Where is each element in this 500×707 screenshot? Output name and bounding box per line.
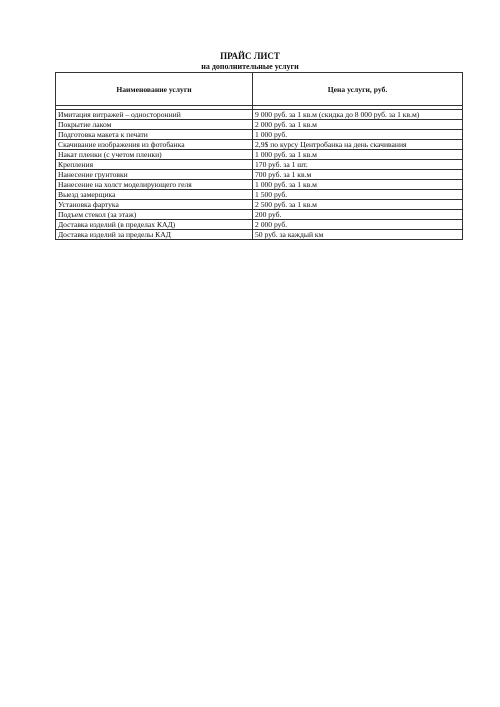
service-price-cell: 9 000 руб. за 1 кв.м (скидка до 8 000 руб. за 1 кв.м) xyxy=(253,110,463,120)
service-price-cell: 1 000 руб. за 1 кв.м xyxy=(253,180,463,190)
service-name-cell: Установка фартука xyxy=(56,200,253,210)
page-subtitle: на дополнительные услуги xyxy=(201,62,299,71)
service-name-cell: Крепления xyxy=(56,160,253,170)
table-row xyxy=(56,200,463,210)
table-row xyxy=(56,160,463,170)
service-name-cell: Доставка изделий за пределы КАД xyxy=(56,230,253,240)
service-name-cell: Доставка изделий (в пределах КАД) xyxy=(56,220,253,230)
service-price-cell: 170 руб. за 1 шт. xyxy=(253,160,463,170)
service-name-cell: Накат пленки (с учетом пленки) xyxy=(56,150,253,160)
table-row xyxy=(56,210,463,220)
service-name-cell: Нанесение грунтовки xyxy=(56,170,253,180)
header-service-name: Наименование услуги xyxy=(56,73,253,106)
service-name-cell: Покрытие лаком xyxy=(56,120,253,130)
table-row xyxy=(56,170,463,180)
table-row xyxy=(56,110,463,120)
service-name-cell: Имитация витражей – односторонний xyxy=(56,110,253,120)
page-title: ПРАЙС ЛИСТ xyxy=(220,51,280,61)
table-row xyxy=(56,140,463,150)
service-price-cell: 1 000 руб. xyxy=(253,130,463,140)
service-price-cell: 50 руб. за каждый км xyxy=(253,230,463,240)
price-table xyxy=(55,72,463,240)
table-row xyxy=(56,150,463,160)
service-price-cell: 2 000 руб. за 1 кв.м xyxy=(253,120,463,130)
table-row xyxy=(56,190,463,200)
table-row xyxy=(56,120,463,130)
table-row xyxy=(56,220,463,230)
table-row xyxy=(56,230,463,240)
service-name-cell: Подготовка макета к печати xyxy=(56,130,253,140)
service-price-cell: 200 руб. xyxy=(253,210,463,220)
header-service-price: Цена услуги, руб. xyxy=(253,73,463,106)
service-price-cell: 1 000 руб. за 1 кв.м xyxy=(253,150,463,160)
service-price-cell: 700 руб. за 1 кв.м xyxy=(253,170,463,180)
service-price-cell: 2 500 руб. за 1 кв.м xyxy=(253,200,463,210)
table-header-row xyxy=(56,73,463,106)
service-price-cell: 1 500 руб. xyxy=(253,190,463,200)
service-name-cell: Скачивание изображения из фотобанка xyxy=(56,140,253,150)
service-price-cell: 2 000 руб. xyxy=(253,220,463,230)
service-name-cell: Выезд замерщика xyxy=(56,190,253,200)
service-price-cell: 2,9$ по курсу Центробанка на день скачивания xyxy=(253,140,463,150)
service-name-cell: Нанесение на холст моделирующего геля xyxy=(56,180,253,190)
service-name-cell: Подъем стекол (за этаж) xyxy=(56,210,253,220)
price-table-body xyxy=(56,106,463,240)
table-row xyxy=(56,130,463,140)
table-row xyxy=(56,180,463,190)
